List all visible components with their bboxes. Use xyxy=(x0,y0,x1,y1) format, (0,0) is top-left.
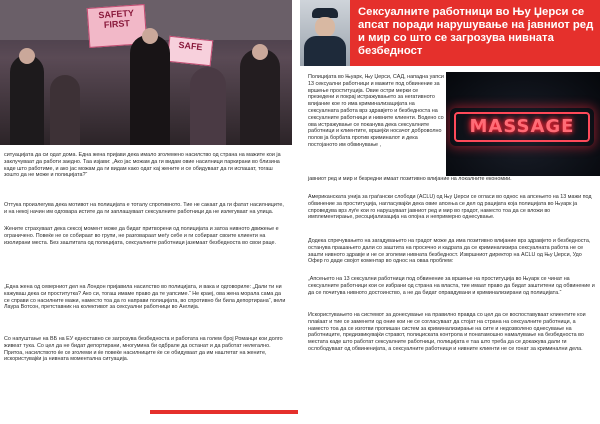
protester xyxy=(240,49,280,145)
officer-face xyxy=(315,17,335,37)
protester-head xyxy=(142,28,158,44)
paragraph: ситуацијата да си одат дома. Една жена пријави дека имало зголемено насилство од страна на мажите кои ја заклучуваат да работи заедно. Таа изјави: „Ако јас можам да ги видам овие насилници паркирани во близина каде што работиме, и ако јас можам да ги видам како одат кај жените и се обидуваат да ги испашат, тогаш зошто да не може и полицијата?“ xyxy=(4,152,281,179)
neon-sign-text: MASSAGE xyxy=(454,112,590,142)
paragraph: „Една жена од северниот дел на Лондон пријавила насилство во полицијата, и вака и одговориле: „Дали ти ни кажуваш дека си проститутка? Ако си, тогаш имаме право да те уапсиме.“ Не краеј, ова жена морала сама да се справи со насилните мажи, наместо тоа да го направи полицијата, во спротивно би била депортирана“, вели Лаура Вотсон, претставник на колективот за сексуални работници во Англија. xyxy=(4,284,286,311)
paragraph: Со напуштање на ВБ на ЕУ едноставно се загрозува безбедноста и работата на голем број Романци кои долго живеат тука. Со цел да не бидат депортирани, многумина би одбрале да останат и да работат нелегално. Притоа, насилството ќе се зголеми и ќе повеќе насилниците ќе се обидуваат да им наштетат на жените, искористувајќи ја нивната моментална ситуација. xyxy=(4,336,283,363)
footer-accent-bar xyxy=(150,410,298,414)
headline-box xyxy=(350,0,600,66)
protester xyxy=(190,67,226,145)
paragraph: Оттука произлегува дека мотивот на полицијата е тоталу спротивното. Тие не сакаат да ги фатат насилниците, и на некој начин им одговара истите да ги заплашуваат сексуалните работници да не излегуваат на улица. xyxy=(4,202,284,215)
article-headline: Сексуалните работници во Њу Џерси се апсат поради нарушување на јавниот ред и мир со што се загрозува нивната безбедност xyxy=(358,6,594,57)
paragraph: Додека спречувањето на загадувањето на градот може да има позитивно влијание врз здравјето и безбедноста, останува прашањето дали со заштита на просечно и кадрата да се криминализира сексуалната работа не се зашти нивното здравје и не се зголеми нивната безбедност. Извршниот директор на ACLU од Њу Џерси, Удо Офер го даде својот коментар во однос на оваа проблем: xyxy=(308,238,591,265)
protest-sign: SAFETY FIRST xyxy=(87,4,148,48)
protest-sign-small: SAFE xyxy=(167,36,213,66)
intro-paragraph-continued: јавниот ред и мир и безредни имаат позитивно влијание на локалните економии. xyxy=(308,176,512,182)
police-officer-photo xyxy=(300,0,350,66)
massage-neon-sign-photo xyxy=(446,72,600,176)
protester xyxy=(50,75,80,145)
paragraph: „Апсењето на 13 сексуални работници под обвинение за вршење на проституција во Њуарк се чинат на сексуалните работници кои се избрани од страна на власта, тие имаат право да бидат заштитени од обвинение и да се почитува нивното достоинство, а не да бидат оправдувани и криминализирани од полицијата.“ xyxy=(308,276,595,296)
protester xyxy=(130,35,170,145)
protester-head xyxy=(252,44,268,60)
paragraph: Жените страхуваат дека сексој момент може да бидат притворени од полицијата и затоа нивното движење е ограничено. Повеќе не се собираат во групи, не разговараат меѓу себе и ги собираат своите клиенти на изолирани места. Без заштитата од полицијата, сексуалните работници јаземаат безбедноста во свои раце. xyxy=(4,226,279,246)
officer-uniform xyxy=(304,36,346,66)
intro-paragraph: Полицијата во Њуарк, Њу Џерси, САД, нападна уапси 13 сексуални работници и мажите под обвинение за вршење проституција. Овие остри мерки се презедени и покрај истражувањето за негативното влијание кое го има криминализацијата на сексуалната работа врз здравјето и безбедноста на сексуалните работници и нивните клиенти. Водено со ова истражување се поканува дека сексуалните работници и клиентите, вршејќи носачот доброволно полов ја борбата против криминалот и дека постојаното им обвинување , xyxy=(308,74,444,148)
paragraph: Американската унија за граѓански слободи (ACLU) од Њу Џерси се огласи во однос на апсењето на 13 мажи под обвинение за проституција, нагласувајќи дека овие апсења се дел од рацијата која полицијата во Њуарк ја спроведува врз луѓе кои го нарушуваат јавниот ред и мир во градот, наместо тоа да се вложи во имплементирање, ресоцијализација на опојна и непримерно однесување. xyxy=(308,194,592,221)
right-page xyxy=(300,0,600,424)
protest-photo xyxy=(0,0,292,145)
protester xyxy=(10,55,44,145)
paragraph: Искористувањето на системот за донесување на правилно правда со цел да се воспоставуваат клиентите кои плаќаат и тие се заменети од оние кои не се согласуваат да стојат на страна на сексуалните работници, а наместо тоа да се изготви пропишан систем за криминализирање на сите и недозволено однесување на работниците, предизвикувајќи стравот, полициската контрола и понатамошно намалување на безбедноста во местата каде што работат сексуалните работници, полицијата е таа што треба да се докажува дали ги ослободуваат од обвиненијата, а сексуалните работници и нивните клиенти не се гонат за криминални дела. xyxy=(308,312,586,352)
protester-head xyxy=(19,48,35,64)
